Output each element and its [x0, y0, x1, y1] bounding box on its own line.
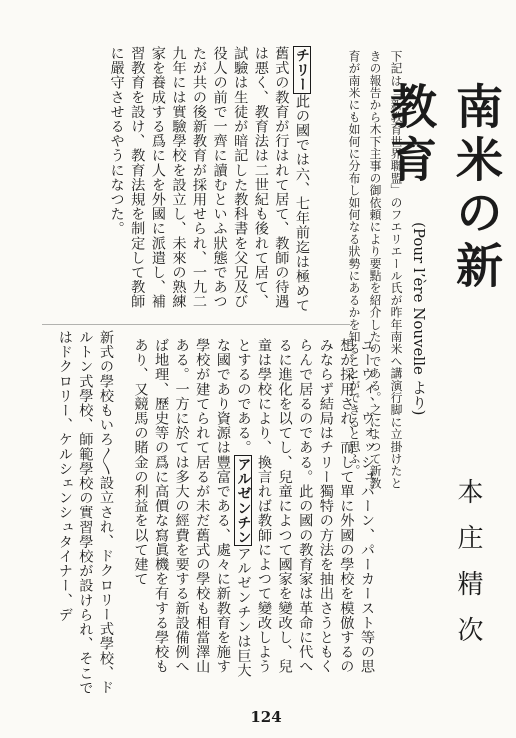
chile-upper-text: 此の國では六、七年前迄は極めて舊式の教育が行はれて居て、教師の待遇は悪く、教育法は二世紀も後れて居て、試驗は生徒が暗記した教科書を父兄及び役人の前で一齊に讀むといふ狀態であつたが共の後新教育が採用せられ、一九二九年には實驗學校を設立し、未來の熟練家を養成する爲に人を外國に派遣し、補習教育を設け、教育法規を制定して教師に嚴守させるやうになつた。	[108, 46, 310, 313]
continued-text: ユーウィ、ウォッシュバーン、パーカースト等の思想が採用され、而して單に外國の學校を模倣するのみならず結局はチリー獨特の方法を抽出さうともくらんで居るのである。此の國の教育家は革命に代へるに進化を以てし、兒童によつて國家を變改し、兒童は學校により、換言れば教師によつて變改しようとするのである。	[235, 338, 375, 674]
column-divider	[42, 324, 350, 325]
article-subtitle: (Pour l’ère Nouvelle より)	[410, 222, 428, 416]
chile-section-upper	[92, 46, 312, 318]
page-number: 124	[250, 708, 282, 726]
argentina-text: アルゼンチンは巨大な國であり資源は豐富である、處々に新教育を施す學校が建てられて居るが未だ舊式の學校も相當澤山ある。一方に於ては多大の經費を要する新設備例へば地理、歷史等の爲に高價な寫眞機を有する學校もあり、又競馬の賭金の利益を以て建て	[132, 338, 252, 678]
article-author: 本庄精次	[453, 478, 483, 662]
editorial-note: 下記は「新教育世界聯盟」のフエリエール氏が昨年南米へ講演行脚に立掛けたときの報告から木下主事の御依頼により要點を紹介したのである。之によつて新教育が南米にも如何に分布し如何なる狀勢にあるかを知ることができると思ふ。	[347, 50, 403, 490]
section-heading-argentina: アルゼンチン	[235, 456, 252, 545]
chile-section-lower	[56, 330, 116, 702]
section-heading-chile: チリー	[294, 48, 310, 92]
chile-lower-text: 新式の學校もいろ〳〵設立され、ドクロリー式學校、ドルトン式學校、師範學校の實習學校が設けられ、そこではドクロリー、ケルシェンシュタイナー、デ	[56, 330, 114, 695]
article-title: 南米の新教育	[382, 82, 503, 294]
argentina-section	[132, 338, 377, 682]
